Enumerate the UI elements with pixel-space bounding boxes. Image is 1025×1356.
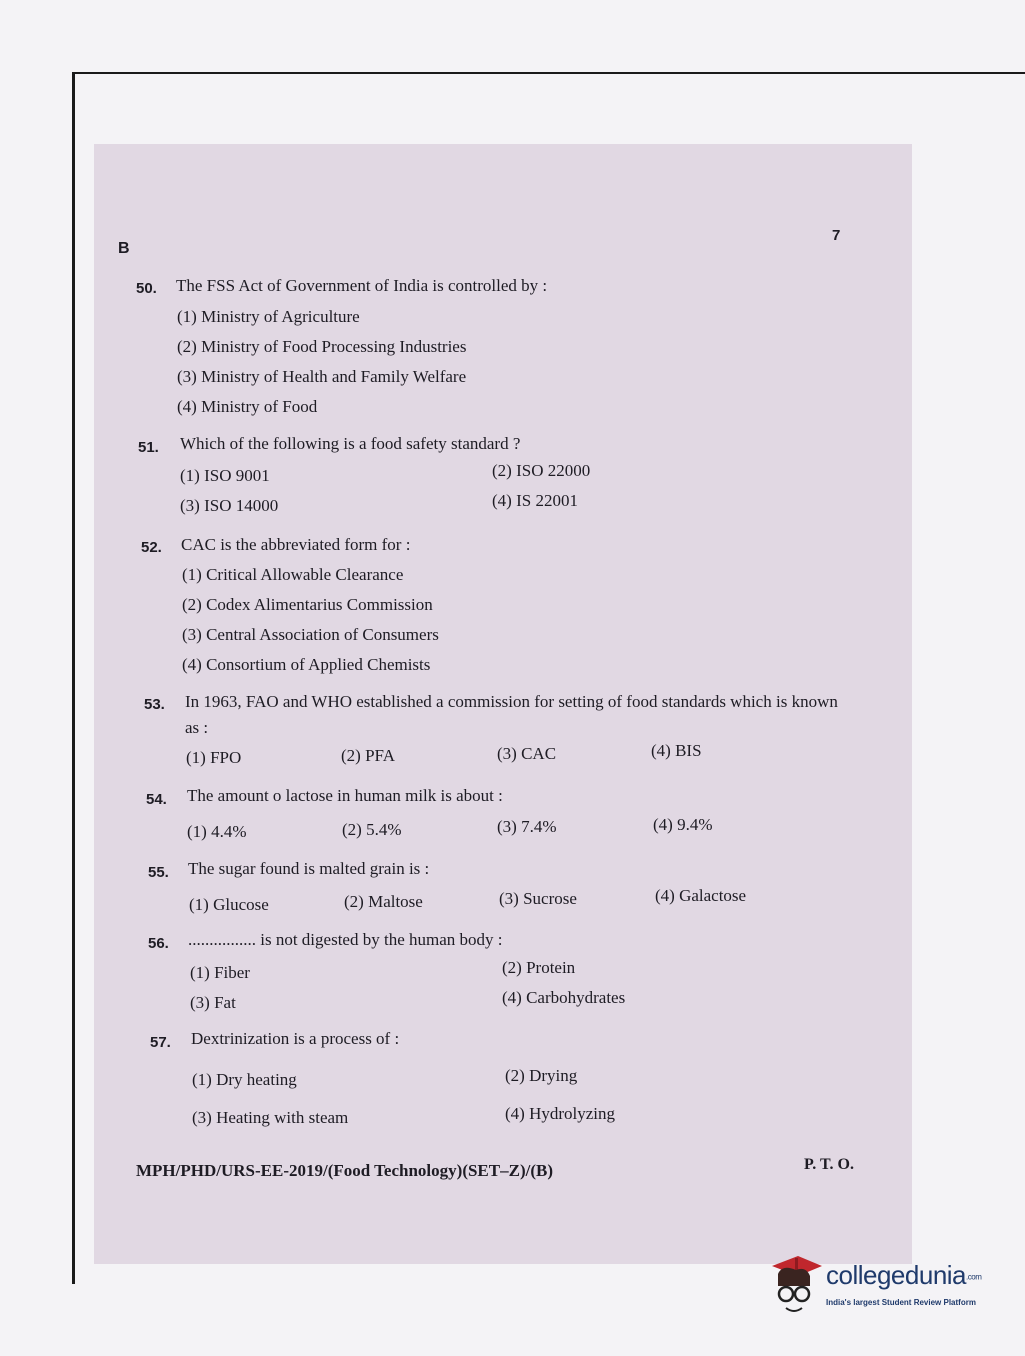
option: (2) Maltose: [344, 892, 423, 911]
scan-border: [72, 72, 1025, 74]
brand-suffix: .com: [966, 1272, 982, 1282]
option: (2) PFA: [341, 746, 395, 765]
question-number: 56.: [148, 935, 169, 952]
option: (2) 5.4%: [342, 820, 402, 839]
question-number: 50.: [136, 280, 157, 297]
question-text: CAC is the abbreviated form for :: [181, 535, 411, 554]
question-number: 55.: [148, 864, 169, 881]
question-number: 52.: [141, 539, 162, 556]
question-number: 51.: [138, 439, 159, 456]
graduate-face-icon: [766, 1252, 822, 1318]
option: (2) Codex Alimentarius Commission: [182, 595, 433, 614]
option: (4) Hydrolyzing: [505, 1104, 616, 1123]
scan-border: [72, 72, 75, 1284]
question-text: Which of the following is a food safety standard ?: [180, 434, 521, 453]
brand-text: collegedunia: [826, 1260, 967, 1290]
option: (3) CAC: [497, 744, 557, 763]
paper-code: MPH/PHD/URS-EE-2019/(Food Technology)(SET–Z)/(B): [136, 1161, 553, 1180]
option: (4) IS 22001: [492, 491, 578, 510]
page-turn-over: P. T. O.: [804, 1156, 854, 1173]
brand-tagline: India's largest Student Review Platform: [826, 1298, 976, 1307]
option: (4) Consortium of Applied Chemists: [182, 655, 431, 674]
question-number: 54.: [146, 791, 167, 808]
option: (1) Critical Allowable Clearance: [182, 565, 404, 584]
option: (1) FPO: [186, 748, 242, 767]
option: (2) Ministry of Food Processing Industries: [177, 337, 467, 356]
option: (1) Glucose: [189, 895, 269, 914]
question-text: The amount o lactose in human milk is about :: [187, 786, 503, 805]
collegedunia-logo: [766, 1248, 1006, 1318]
option: (4) Galactose: [655, 886, 747, 905]
option: (1) ISO 9001: [180, 466, 270, 485]
option: (2) ISO 22000: [492, 461, 591, 480]
question-text: The FSS Act of Government of India is controlled by :: [176, 276, 548, 295]
option: (3) Sucrose: [499, 889, 577, 908]
question-number: 53.: [144, 696, 165, 713]
question-text: In 1963, FAO and WHO established a commission for setting of food standards which is known as :: [185, 692, 838, 737]
option: (4) BIS: [651, 741, 702, 760]
option: (3) Central Association of Consumers: [182, 625, 439, 644]
option: (1) 4.4%: [187, 822, 247, 841]
question-text: Dextrinization is a process of :: [191, 1029, 400, 1048]
question-text: ................ is not digested by the human body :: [188, 930, 503, 949]
option: (2) Drying: [505, 1066, 578, 1085]
option: (2) Protein: [502, 958, 576, 977]
option: (1) Ministry of Agriculture: [177, 307, 360, 326]
option: (3) Ministry of Health and Family Welfare: [177, 367, 467, 386]
option: (4) Carbohydrates: [502, 988, 626, 1007]
option: (4) Ministry of Food: [177, 397, 318, 416]
option: (1) Dry heating: [192, 1070, 297, 1089]
option: (3) ISO 14000: [180, 496, 279, 515]
brand-name: [826, 1260, 981, 1291]
option: (3) 7.4%: [497, 817, 557, 836]
option: (4) 9.4%: [653, 815, 713, 834]
question-number: 57.: [150, 1034, 171, 1051]
option: (3) Heating with steam: [192, 1108, 349, 1127]
set-letter: B: [118, 240, 130, 257]
option: (3) Fat: [190, 993, 236, 1012]
option: (1) Fiber: [190, 963, 250, 982]
question-text: The sugar found is malted grain is :: [188, 859, 430, 878]
page-number: 7: [832, 227, 841, 244]
